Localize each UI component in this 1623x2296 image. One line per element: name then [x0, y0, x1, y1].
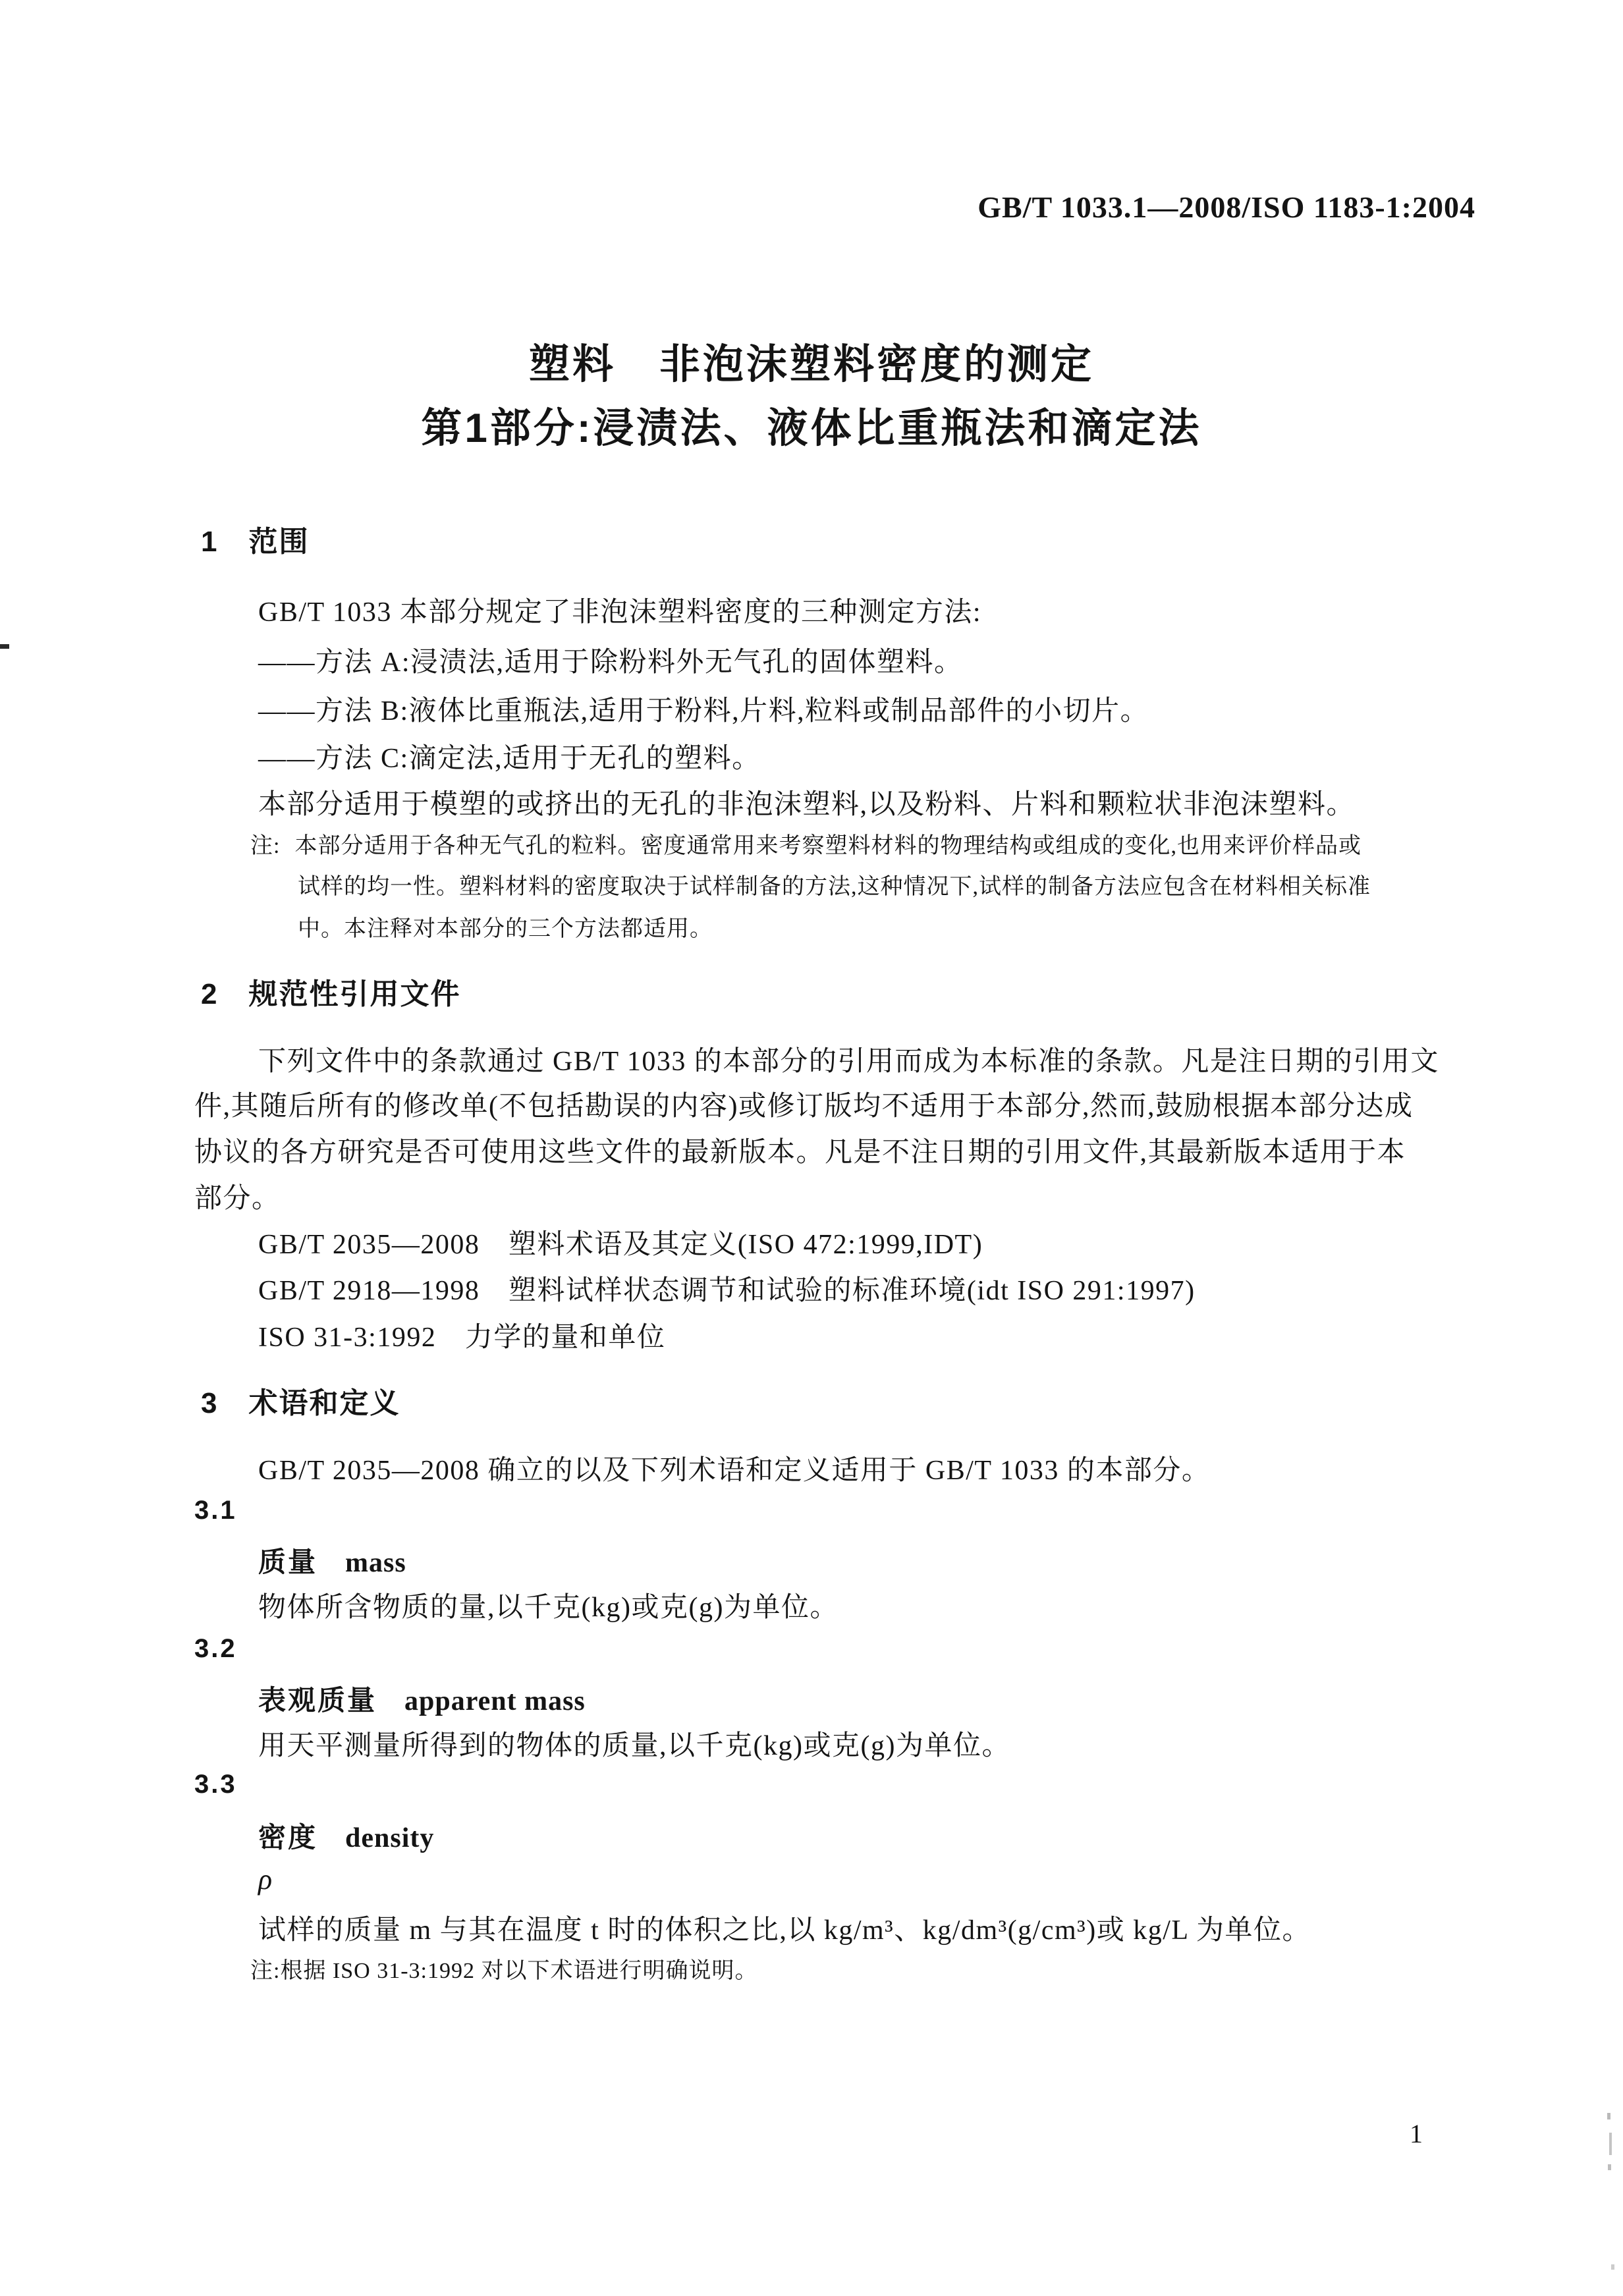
section1-method-b: ——方法 B:液体比重瓶法,适用于粉料,片料,粒料或制品部件的小切片。: [258, 696, 1149, 726]
note-label: 注:: [250, 834, 281, 858]
term-3-1-zh: 质量: [258, 1546, 318, 1577]
term-3-2-en: apparent mass: [404, 1686, 586, 1716]
term-3-1-number: 3.1: [194, 1496, 237, 1525]
term-3-3-definition: 试样的质量 m 与其在温度 t 时的体积之比,以 kg/m³、kg/dm³(g/cm³)或 kg/L 为单位。: [258, 1915, 1311, 1946]
term-3-3-number: 3.3: [194, 1770, 237, 1799]
note-text: 本部分适用于各种无气孔的粒料。密度通常用来考察塑料材料的物理结构或组成的变化,也用来评价样品或: [294, 834, 1362, 858]
section2-reference3: ISO 31-3:1992 力学的量和单位: [258, 1323, 666, 1353]
term-3-1-en: mass: [345, 1548, 406, 1578]
term-3-3-title: [258, 1816, 434, 1855]
section2-reference1: GB/T 2035—2008 塑料术语及其定义(ISO 472:1999,IDT): [258, 1230, 983, 1260]
term-3-3-symbol-rho: ρ: [258, 1863, 273, 1896]
section3-heading: 3 术语和定义: [201, 1387, 400, 1419]
section1-method-c: ——方法 C:滴定法,适用于无孔的塑料。: [258, 744, 761, 774]
term-3-1-definition: 物体所含物质的量,以千克(kg)或克(g)为单位。: [258, 1593, 839, 1623]
term-3-2-number: 3.2: [194, 1634, 237, 1663]
scan-artifact-right-edge-4: [1611, 2264, 1614, 2270]
section1-heading: 1 范围: [201, 526, 310, 558]
standard-number-header: GB/T 1033.1—2008/ISO 1183-1:2004: [977, 190, 1475, 224]
term-3-3-note: 注:根据 ISO 31-3:1992 对以下术语进行明确说明。: [250, 1959, 758, 1983]
term-3-2-zh: 表观质量: [258, 1685, 377, 1716]
scan-artifact-right-edge-3: [1608, 2164, 1611, 2170]
section2-heading: 2 规范性引用文件: [201, 978, 461, 1010]
term-3-2-title: [258, 1679, 586, 1718]
section1-note-line3: 中。本注释对本部分的三个方法都适用。: [298, 917, 713, 941]
section2-reference2: GB/T 2918—1998 塑料试样状态调节和试验的标准环境(idt ISO 291:1997): [258, 1276, 1196, 1306]
section2-para-line3: 协议的各方研究是否可使用这些文件的最新版本。凡是不注日期的引用文件,其最新版本适用于本: [194, 1137, 1406, 1168]
section3-intro: GB/T 2035—2008 确立的以及下列术语和定义适用于 GB/T 1033 的本部分。: [258, 1456, 1211, 1486]
section2-para-line2: 件,其随后所有的修改单(不包括勘误的内容)或修订版均不适用于本部分,然而,鼓励根据本部分达成: [194, 1091, 1414, 1122]
term-3-2-definition: 用天平测量所得到的物体的质量,以千克(kg)或克(g)为单位。: [258, 1731, 1010, 1761]
scan-artifact-right-edge-2: [1609, 2133, 1612, 2155]
section1-intro: GB/T 1033 本部分规定了非泡沫塑料密度的三种测定方法:: [258, 597, 982, 628]
scan-artifact-left-edge: [0, 644, 9, 649]
document-title-line1: 塑料 非泡沫塑料密度的测定: [528, 342, 1094, 387]
scan-artifact-right-edge-1: [1607, 2113, 1610, 2119]
term-3-3-en: density: [345, 1823, 435, 1853]
section2-para-line1: 下列文件中的条款通过 GB/T 1033 的本部分的引用而成为本标准的条款。凡是注日期的引用文: [258, 1047, 1439, 1077]
section2-para-line4: 部分。: [194, 1184, 281, 1214]
section1-note-line2: 试样的均一性。塑料材料的密度取决于试样制备的方法,这种情况下,试样的制备方法应包含在材料相关标准: [298, 875, 1371, 899]
term-3-1-title: [258, 1541, 406, 1580]
term-3-3-zh: 密度: [258, 1822, 318, 1853]
section1-applicability: 本部分适用于模塑的或挤出的无孔的非泡沫塑料,以及粉料、片料和颗粒状非泡沫塑料。: [258, 790, 1356, 820]
section1-method-a: ——方法 A:浸渍法,适用于除粉料外无气孔的固体塑料。: [258, 647, 963, 678]
document-title-line2: 第1部分:浸渍法、液体比重瓶法和滴定法: [421, 406, 1202, 451]
section1-note-line1: [250, 827, 1362, 860]
page-number: 1: [1410, 2119, 1423, 2148]
